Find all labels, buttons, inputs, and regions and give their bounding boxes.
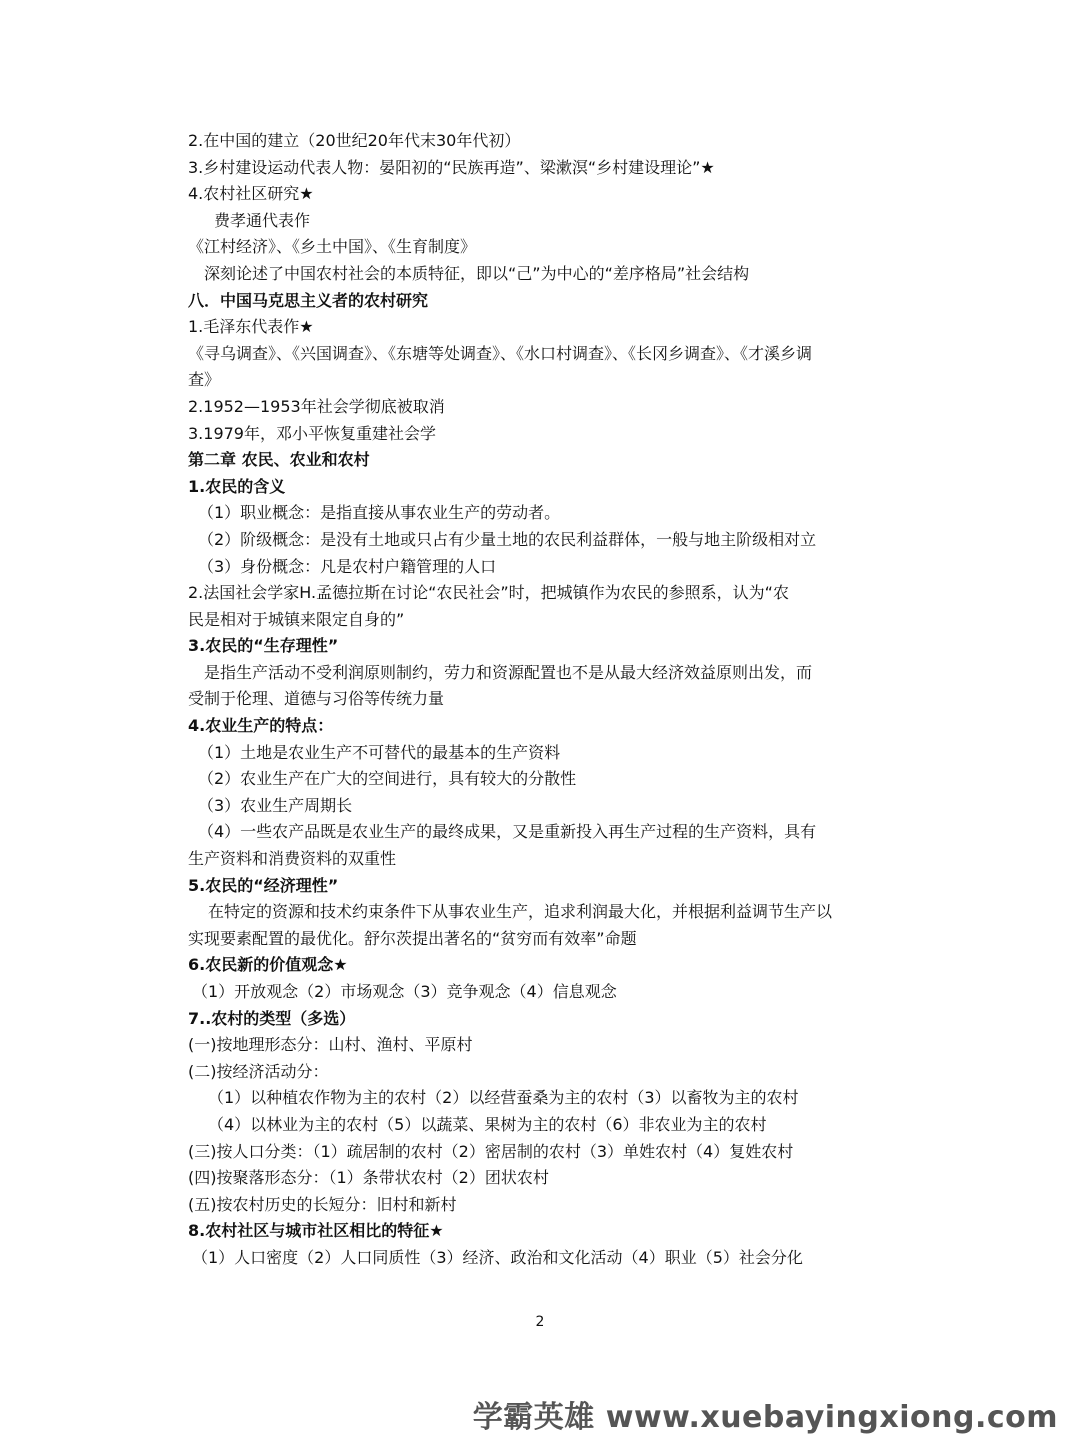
page-content <box>188 128 908 1272</box>
text-line: (四)按聚落形态分：（1）条带状农村（2）团状农村 <box>188 1168 549 1188</box>
text-line: （1）土地是农业生产不可替代的最基本的生产资料 <box>198 742 561 762</box>
text-line: 生产资料和消费资料的双重性 <box>188 849 397 869</box>
chapter-heading: 第二章 农民、农业和农村 <box>188 450 370 470</box>
text-line: （2）阶级概念：是没有土地或只占有少量土地的农民利益群体，一般与地主阶级相对立 <box>198 529 817 549</box>
watermark: 学霸英雄 www.xuebayingxiong.com <box>472 1400 1058 1435</box>
section-heading: 八．中国马克思主义者的农村研究 <box>188 290 429 310</box>
text-line: 民是相对于城镇来限定自身的” <box>188 609 405 629</box>
section-heading: 1.农民的含义 <box>188 476 286 496</box>
text-line: (三)按人口分类：（1）疏居制的农村（2）密居制的农村（3）单姓农村（4）复姓农村 <box>188 1141 794 1161</box>
text-line: 2.法国社会学家H.孟德拉斯在讨论“农民社会”时，把城镇作为农民的参照系，认为“农 <box>188 583 789 603</box>
section-heading: 5.农民的“经济理性” <box>188 875 339 895</box>
section-heading: 8.农村社区与城市社区相比的特征★ <box>188 1221 444 1241</box>
text-line: 实现要素配置的最优化。舒尔茨提出著名的“贫穷而有效率”命题 <box>188 928 637 948</box>
text-line: 3.1979年，邓小平恢复重建社会学 <box>188 423 436 443</box>
text-line: （1）以种植农作物为主的农村（2）以经营蚕桑为主的农村（3）以畜牧为主的农村 <box>208 1088 799 1108</box>
page-number: 2 <box>535 1314 545 1330</box>
text-line: （4）一些农产品既是农业生产的最终成果，又是重新投入再生产过程的生产资料，具有 <box>198 822 817 842</box>
text-line: 深刻论述了中国农村社会的本质特征，即以“己”为中心的“差序格局”社会结构 <box>204 263 750 283</box>
text-line: 《寻乌调查》、《兴国调查》、《东塘等处调查》、《水口村调查》、《长冈乡调查》、《才溪乡调 <box>188 343 813 363</box>
text-line: 在特定的资源和技术约束条件下从事农业生产，追求利润最大化，并根据利益调节生产以 <box>208 902 833 922</box>
text-line: 受制于伦理、道德与习俗等传统力量 <box>188 689 445 709</box>
text-line: 4.农村社区研究★ <box>188 184 314 204</box>
section-heading: 4.农业生产的特点： <box>188 716 334 736</box>
section-heading: 3.农民的“生存理性” <box>188 636 339 656</box>
text-line: (二)按经济活动分： <box>188 1061 329 1081</box>
text-line: 是指生产活动不受利润原则制约，劳力和资源配置也不是从最大经济效益原则出发，而 <box>204 662 813 682</box>
text-line: 2.1952—1953年社会学彻底被取消 <box>188 396 445 416</box>
text-line: 2.在中国的建立（20世纪20年代末30年代初） <box>188 131 521 150</box>
text-line: (五)按农村历史的长短分：旧村和新村 <box>188 1194 457 1214</box>
text-line: （1）职业概念：是指直接从事农业生产的劳动者。 <box>198 503 561 523</box>
text-line: （1）开放观念（2）市场观念（3）竞争观念（4）信息观念 <box>192 982 617 1001</box>
text-line: 3.乡村建设运动代表人物：晏阳初的“民族再造”、梁漱溟“乡村建设理论”★ <box>188 157 715 177</box>
text-line: （3）农业生产周期长 <box>198 795 353 815</box>
text-line: （4）以林业为主的农村（5）以蔬菜、果树为主的农村（6）非农业为主的农村 <box>208 1114 767 1134</box>
section-heading: 6.农民新的价值观念★ <box>188 955 348 975</box>
text-line: 查》 <box>188 370 221 390</box>
text-line: 1.毛泽东代表作★ <box>188 317 314 337</box>
text-line: （3）身份概念：凡是农村户籍管理的人口 <box>198 556 497 576</box>
text-line: (一)按地理形态分：山村、渔村、平原村 <box>188 1035 473 1055</box>
section-heading: 7..农村的类型（多选） <box>188 1008 356 1028</box>
text-line: 《江村经济》、《乡土中国》、《生育制度》 <box>188 237 477 257</box>
text-line: （1）人口密度（2）人口同质性（3）经济、政治和文化活动（4）职业（5）社会分化 <box>192 1247 803 1267</box>
text-line: 费孝通代表作 <box>214 210 311 230</box>
text-line: （2）农业生产在广大的空间进行，具有较大的分散性 <box>198 769 577 789</box>
